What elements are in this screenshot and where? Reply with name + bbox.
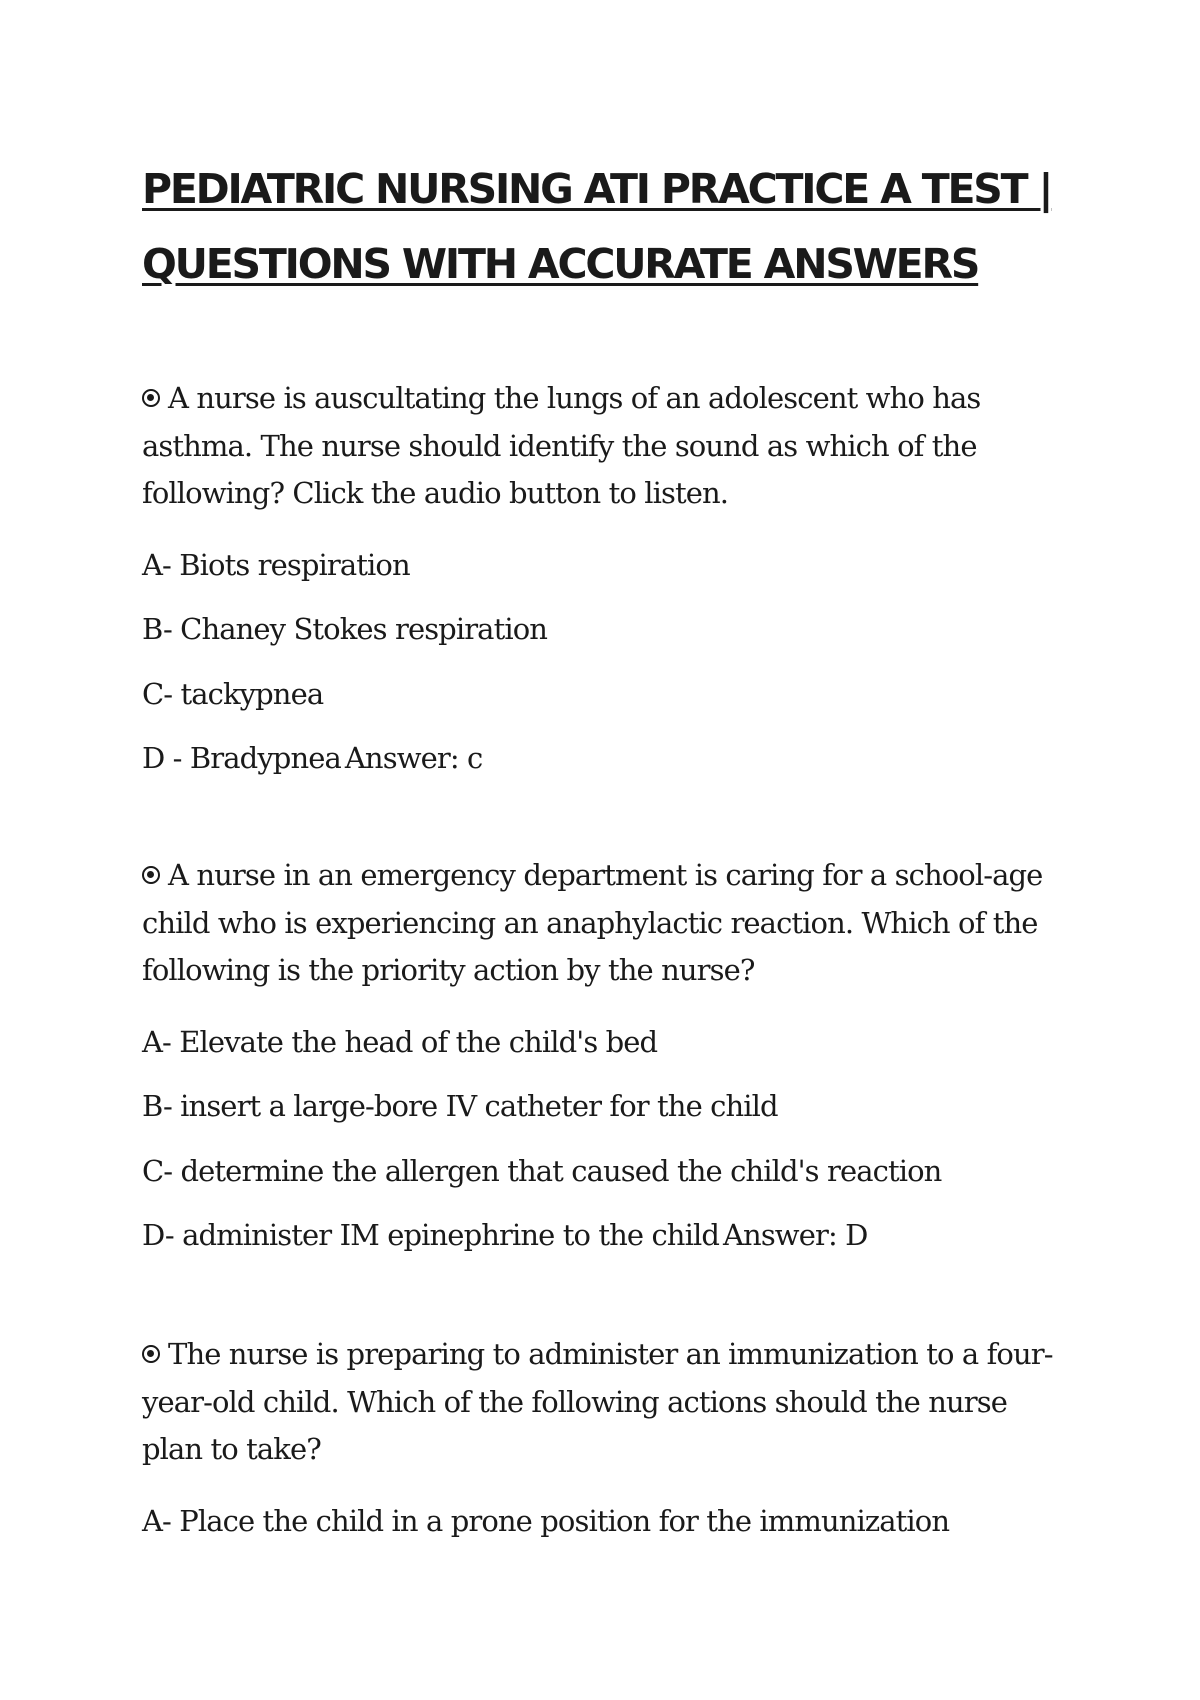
answer-option-d-text: D- administer IM epinephrine to the child xyxy=(142,1218,719,1252)
radio-bullet-icon xyxy=(142,1345,160,1363)
question-stem-text: The nurse is preparing to administer an immunization to a four-year-old child. Which of the following actions should the nurse plan to take? xyxy=(142,1337,1053,1466)
answer-option-a: A- Biots respiration xyxy=(142,547,410,582)
radio-bullet-icon xyxy=(142,389,160,407)
answer-option-c: C- tackypnea xyxy=(142,676,324,711)
question-stem-text: A nurse is auscultating the lungs of an adolescent who has asthma. The nurse should identify the sound as which of the following? Click the audio button to listen. xyxy=(142,381,981,510)
question-3 xyxy=(142,1331,1072,1553)
question-2 xyxy=(142,852,1072,1268)
answer-option-a: A- Elevate the head of the child's bed xyxy=(142,1024,658,1059)
answer-option-d xyxy=(142,1203,1072,1268)
answer-option-b: B- insert a large-bore IV catheter for the child xyxy=(142,1089,778,1123)
correct-answer: Answer: c xyxy=(344,741,483,775)
question-1 xyxy=(142,375,1072,791)
question-stem xyxy=(142,852,1072,995)
question-stem-text: A nurse in an emergency department is caring for a school-age child who is experiencing an anaphylactic reaction. Which of the following is the priority action by the nurse? xyxy=(142,858,1043,987)
correct-answer: Answer: D xyxy=(723,1218,868,1252)
document-title: PEDIATRIC NURSING ATI PRACTICE A TEST | QUESTIONS WITH ACCURATE ANSWERS xyxy=(142,165,1052,288)
answer-option-c: C- determine the allergen that caused the child's reaction xyxy=(142,1153,942,1188)
radio-bullet-icon xyxy=(142,866,160,884)
answer-option-a: A- Place the child in a prone position for the immunization xyxy=(142,1503,950,1538)
question-stem xyxy=(142,375,1072,518)
question-stem xyxy=(142,1331,1072,1474)
answer-option-b: B- Chaney Stokes respiration xyxy=(142,612,548,646)
answer-option-d xyxy=(142,726,1072,791)
answer-option-d-text: D - Bradypnea xyxy=(142,741,341,775)
